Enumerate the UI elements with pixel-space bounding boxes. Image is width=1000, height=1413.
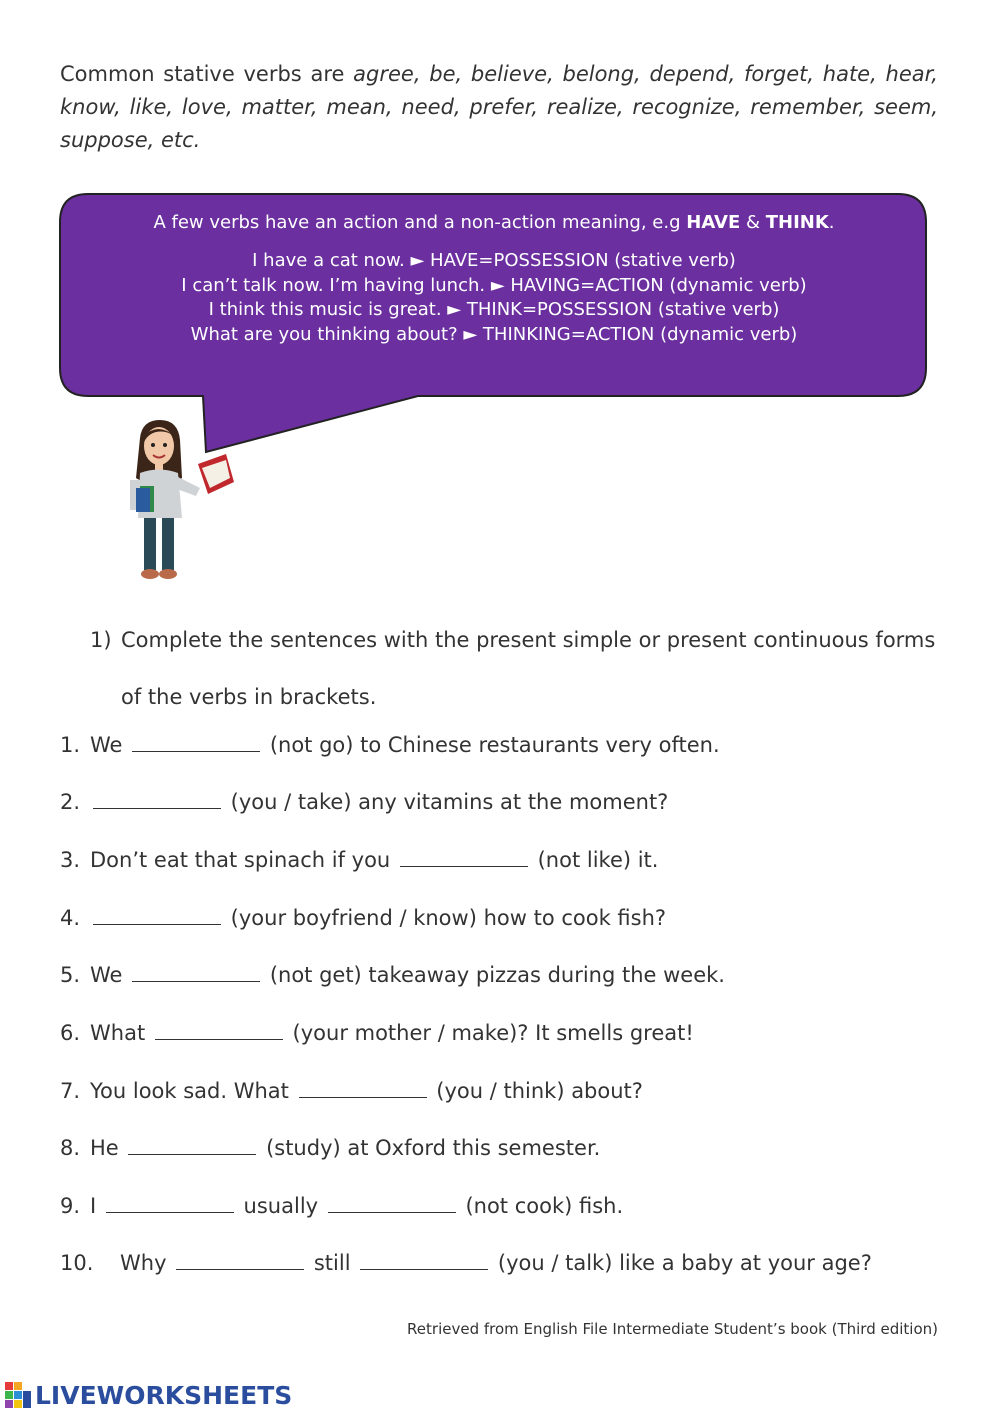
- exercise-item: 7. You look sad. What (you / think) about?: [60, 1079, 643, 1103]
- task-number: 1): [90, 628, 112, 652]
- bubble-intro-line: A few verbs have an action and a non-action meaning, e.g HAVE & THINK.: [153, 212, 835, 233]
- source-citation: Retrieved from English File Intermediate Student’s book (Third edition): [407, 1320, 938, 1338]
- answer-blank[interactable]: [128, 1134, 256, 1155]
- answer-blank[interactable]: [400, 846, 528, 867]
- answer-blank[interactable]: [93, 904, 221, 925]
- exercise-item: 2. (you / take) any vitamins at the moment?: [60, 790, 669, 814]
- stative-verbs-list: agree, be, believe, belong, depend, forget, hate, hear, know, like, love, matter, mean, need, prefer, realize, recognize, remember, seem, suppose, etc.: [60, 62, 938, 152]
- word-have: HAVE: [686, 212, 741, 233]
- teacher-avatar-image: [122, 418, 244, 583]
- bubble-example: I think this music is great. ► THINK=POSSESSION (stative verb): [208, 299, 780, 320]
- intro-lead: Common stative verbs are: [60, 62, 354, 86]
- answer-blank[interactable]: [93, 788, 221, 809]
- exercise-item: 8. He (study) at Oxford this semester.: [60, 1136, 601, 1160]
- word-think: THINK: [765, 212, 829, 233]
- answer-blank[interactable]: [299, 1077, 427, 1098]
- answer-blank[interactable]: [132, 961, 260, 982]
- exercise-item: 6. What (your mother / make)? It smells great!: [60, 1021, 694, 1045]
- answer-blank[interactable]: [155, 1019, 283, 1040]
- exercise-item: 9. I usually (not cook) fish.: [60, 1194, 624, 1218]
- answer-blank[interactable]: [360, 1249, 488, 1270]
- bubble-example: I have a cat now. ► HAVE=POSSESSION (stative verb): [252, 250, 736, 271]
- answer-blank[interactable]: [176, 1249, 304, 1270]
- exercise-item: 5. We (not get) takeaway pizzas during the week.: [60, 963, 725, 987]
- logo-text: LIVEWORKSHEETS: [35, 1380, 293, 1410]
- liveworksheets-logo[interactable]: [5, 1380, 292, 1410]
- answer-blank[interactable]: [106, 1192, 234, 1213]
- exercise-item: 1. We (not go) to Chinese restaurants very often.: [60, 733, 720, 757]
- task-instruction: [90, 612, 938, 726]
- task-text: Complete the sentences with the present simple or present continuous forms of the verbs in brackets.: [121, 628, 936, 709]
- intro-paragraph: [60, 58, 938, 157]
- bubble-example: I can’t talk now. I’m having lunch. ► HAVING=ACTION (dynamic verb): [181, 274, 807, 296]
- exercise-item: 3. Don’t eat that spinach if you (not like) it.: [60, 848, 659, 872]
- answer-blank[interactable]: [328, 1192, 456, 1213]
- answer-blank[interactable]: [132, 731, 260, 752]
- bubble-example: What are you thinking about? ► THINKING=ACTION (dynamic verb): [190, 323, 798, 345]
- logo-blocks-icon: [5, 1382, 31, 1408]
- exercise-item: 4. (your boyfriend / know) how to cook fish?: [60, 906, 667, 930]
- exercise-item: 10. Why still (you / talk) like a baby at your age?: [60, 1251, 872, 1275]
